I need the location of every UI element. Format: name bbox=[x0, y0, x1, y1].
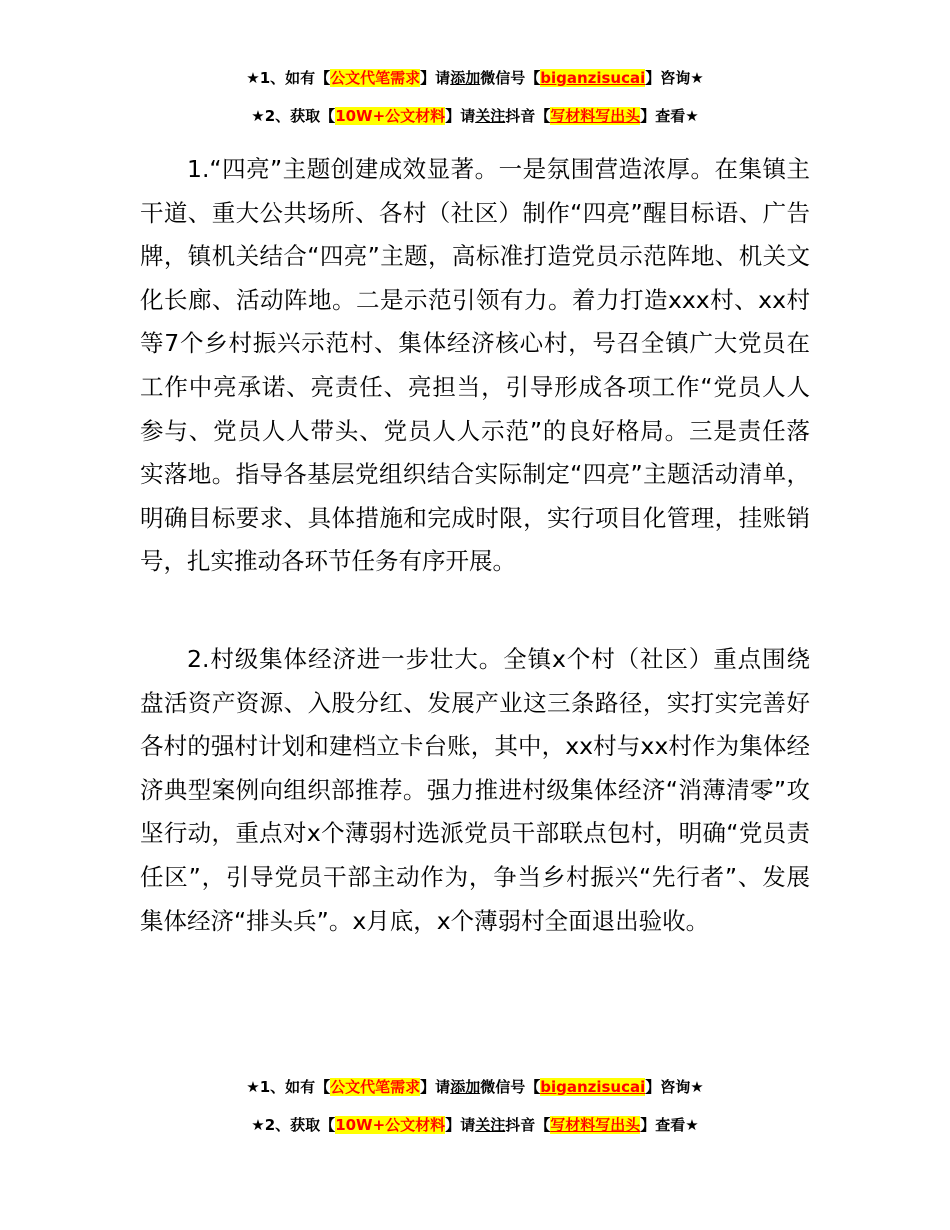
header-promo-line-1 bbox=[0, 67, 950, 89]
promo-text: 微信号【 bbox=[480, 69, 541, 87]
footer-promo-line-2 bbox=[0, 1114, 950, 1136]
paragraph-1: 1.“四亮”主题创建成效显著。一是氛围营造浓厚。在集镇主干道、重大公共场所、各村（社区）制作“四亮”醒目标语、广告牌，镇机关结合“四亮”主题，高标准打造党员示范阵地、机关文化长廊、活动阵地。二是示范引领有力。着力打造xxx村、xx村等7个乡村振兴示范村、集体经济核心村，号召全镇广大党员在工作中亮承诺、亮责任、亮担当，引导形成各项工作“党员人人参与、党员人人带头、党员人人示范”的良好格局。三是责任落实落地。指导各基层党组织结合实际制定“四亮”主题活动清单，明确目标要求、具体措施和完成时限，实行项目化管理，挂账销号，扎实推动各环节任务有序开展。 bbox=[140, 155, 810, 576]
promo-highlight: 10W+公文材料 bbox=[335, 107, 446, 125]
promo-text: 】请 bbox=[420, 69, 451, 87]
paragraph-2: 2.村级集体经济进一步壮大。全镇x个村（社区）重点围绕盘活资产资源、入股分红、发展产业这三条路径，实打实完善好各村的强村计划和建档立卡台账，其中，xx村与xx村作为集体经济典型案例向组织部推荐。强力推进村级集体经济“消薄清零”攻坚行动，重点对x个薄弱村选派党员干部联点包村，明确“党员责任区”，引导党员干部主动作为，争当乡村振兴“先行者”、发展集体经济“排头兵”。x月底，x个薄弱村全面退出验收。 bbox=[140, 645, 810, 935]
promo-text: 】咨询★ bbox=[645, 1078, 704, 1096]
promo-text: 】查看★ bbox=[640, 107, 699, 125]
promo-text: 微信号【 bbox=[480, 1078, 541, 1096]
promo-highlight: 公文代笔需求 bbox=[330, 1078, 421, 1096]
promo-wechat-id: biganzisucai bbox=[540, 1078, 646, 1096]
promo-text: 】查看★ bbox=[640, 1116, 699, 1134]
promo-douyin-id: 写材料写出头 bbox=[550, 1116, 641, 1134]
promo-wechat-id: biganzisucai bbox=[540, 69, 646, 87]
promo-text: ★2、获取【 bbox=[251, 107, 336, 125]
promo-text: ★2、获取【 bbox=[251, 1116, 336, 1134]
footer-promo-line-1 bbox=[0, 1076, 950, 1098]
promo-text: ★1、如有【 bbox=[246, 1078, 331, 1096]
promo-underlined: 关注 bbox=[475, 1116, 506, 1134]
promo-text: 】请 bbox=[445, 107, 476, 125]
promo-text: 】咨询★ bbox=[645, 69, 704, 87]
promo-text: 抖音【 bbox=[505, 1116, 551, 1134]
header-promo-line-2 bbox=[0, 105, 950, 127]
promo-text: 】请 bbox=[445, 1116, 476, 1134]
promo-douyin-id: 写材料写出头 bbox=[550, 107, 641, 125]
promo-text: 抖音【 bbox=[505, 107, 551, 125]
promo-highlight: 10W+公文材料 bbox=[335, 1116, 446, 1134]
promo-underlined: 关注 bbox=[475, 107, 506, 125]
promo-highlight: 公文代笔需求 bbox=[330, 69, 421, 87]
promo-underlined: 添加 bbox=[450, 69, 481, 87]
promo-underlined: 添加 bbox=[450, 1078, 481, 1096]
promo-text: ★1、如有【 bbox=[246, 69, 331, 87]
promo-text: 】请 bbox=[420, 1078, 451, 1096]
